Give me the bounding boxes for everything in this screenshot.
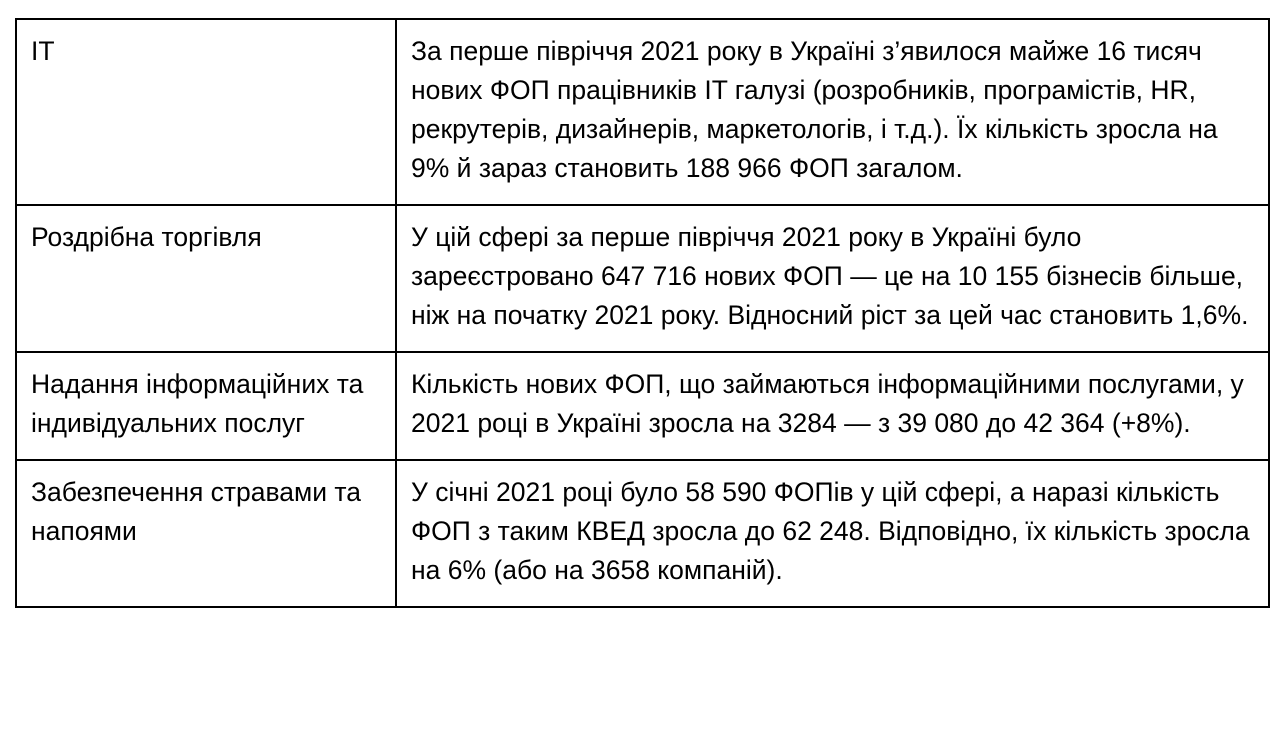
sector-name-cell: IT — [16, 19, 396, 205]
table-row — [16, 352, 1269, 460]
sector-description-cell: У січні 2021 році було 58 590 ФОПів у цій сфері, а наразі кількість ФОП з таким КВЕД зросла до 62 248. Відповідно, їх кількість зросла на 6% (або на 3658 компаній). — [396, 460, 1269, 607]
table-row — [16, 205, 1269, 352]
table-row — [16, 19, 1269, 205]
sector-name-cell: Роздрібна торгівля — [16, 205, 396, 352]
sector-name-cell: Забезпечення стравами та напоями — [16, 460, 396, 607]
table-row — [16, 460, 1269, 607]
sector-description-cell: Кількість нових ФОП, що займаються інформаційними послугами, у 2021 році в Україні зросла на 3284 — з 39 080 до 42 364 (+8%). — [396, 352, 1269, 460]
sector-description-cell: У цій сфері за перше півріччя 2021 року в Україні було зареєстровано 647 716 нових ФОП — це на 10 155 бізнесів більше, ніж на початку 2021 року. Відносний ріст за цей час становить 1,6%. — [396, 205, 1269, 352]
sector-description-cell: За перше півріччя 2021 року в Україні з’явилося майже 16 тисяч нових ФОП працівників IT галузі (розробників, програмістів, HR, рекрутерів, дизайнерів, маркетологів, і т.д.). Їх кількість зросла на 9% й зараз становить 188 966 ФОП загалом. — [396, 19, 1269, 205]
sector-table — [15, 18, 1270, 608]
sector-name-cell: Надання інформаційних та індивідуальних послуг — [16, 352, 396, 460]
